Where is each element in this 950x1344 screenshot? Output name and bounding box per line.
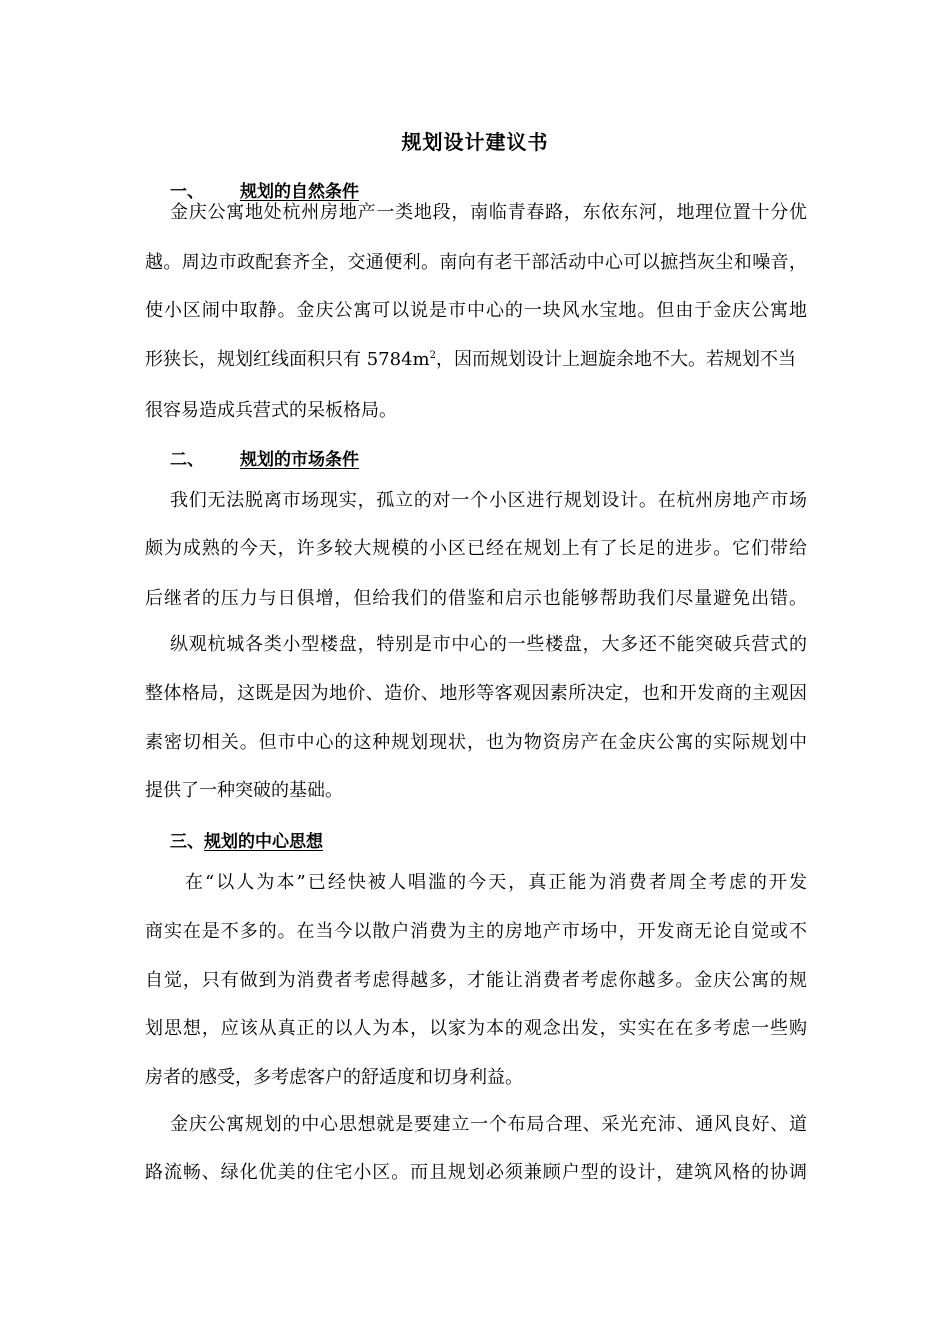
section-heading-2: [170, 445, 359, 470]
paragraph-line: 素密切相关。但市中心的这种规划现状，也为物资房产在金庆公寓的实际规划中: [145, 732, 807, 753]
paragraph-line: 整体格局，这既是因为地价、造价、地形等客观因素所决定，也和开发商的主观因: [145, 683, 807, 704]
area-text: 形狭长，规划红线面积只有 5784m: [145, 349, 430, 370]
paragraph-line: 房者的感受，多考虑客户的舒适度和切身利益。: [145, 1067, 523, 1088]
area-superscript: 2: [429, 350, 436, 361]
paragraph-line: 很容易造成兵营式的呆板格局。: [145, 400, 397, 421]
section-number: 一、: [170, 182, 204, 202]
paragraph-line: 提供了一种突破的基础。: [145, 780, 343, 801]
paragraph-line: 商实在是不多的。在当今以散户消费为主的房地产市场中，开发商无论自觉或不: [145, 921, 807, 942]
paragraph-line: 金庆公寓规划的中心思想就是要建立一个布局合理、采光充沛、通风良好、道: [170, 1114, 807, 1135]
paragraph-line: 颇为成熟的今天，许多较大规模的小区已经在规划上有了长足的进步。它们带给: [145, 538, 807, 559]
paragraph-line: 纵观杭城各类小型楼盘，特别是市中心的一些楼盘，大多还不能突破兵营式的: [170, 634, 807, 655]
area-tail: ，因而规划设计上迴旋余地不大。若规划不当: [435, 349, 796, 370]
section-title: 规划的中心思想: [204, 832, 323, 852]
section-heading-1: [170, 177, 359, 202]
section-heading-3: [170, 827, 323, 852]
paragraph-line: 使小区闹中取静。金庆公寓可以说是市中心的一块风水宝地。但由于金庆公寓地: [145, 300, 807, 321]
document-title: 规划设计建议书: [401, 130, 549, 154]
section-title: 规划的市场条件: [240, 450, 359, 470]
section-title: 规划的自然条件: [240, 182, 359, 202]
paragraph-line: 后继者的压力与日俱增，但给我们的借鉴和启示也能够帮助我们尽量避免出错。: [145, 588, 807, 609]
section-number: 二、: [170, 450, 204, 470]
paragraph-line: 金庆公寓地处杭州房地产一类地段，南临青春路，东依东河，地理位置十分优: [170, 202, 807, 223]
paragraph-line: 我们无法脱离市场现实，孤立的对一个小区进行规划设计。在杭州房地产市场: [170, 490, 807, 511]
paragraph-line: 越。周边市政配套齐全，交通便利。南向有老干部活动中心可以摭挡灰尘和噪音，: [145, 252, 807, 273]
paragraph-line: 在“以人为本”已经快被人唱滥的今天，真正能为消费者周全考虑的开发: [185, 872, 807, 893]
paragraph-line-area: [145, 348, 807, 372]
paragraph-line: 划思想，应该从真正的以人为本，以家为本的观念出发，实实在在多考虑一些购: [145, 1018, 807, 1039]
paragraph-line: 自觉，只有做到为消费者考虑得越多，才能让消费者考虑你越多。金庆公寓的规: [145, 970, 807, 991]
paragraph-line: 路流畅、绿化优美的住宅小区。而且规划必须兼顾户型的设计，建筑风格的协调: [145, 1162, 807, 1183]
section-number: 三、: [170, 832, 204, 852]
